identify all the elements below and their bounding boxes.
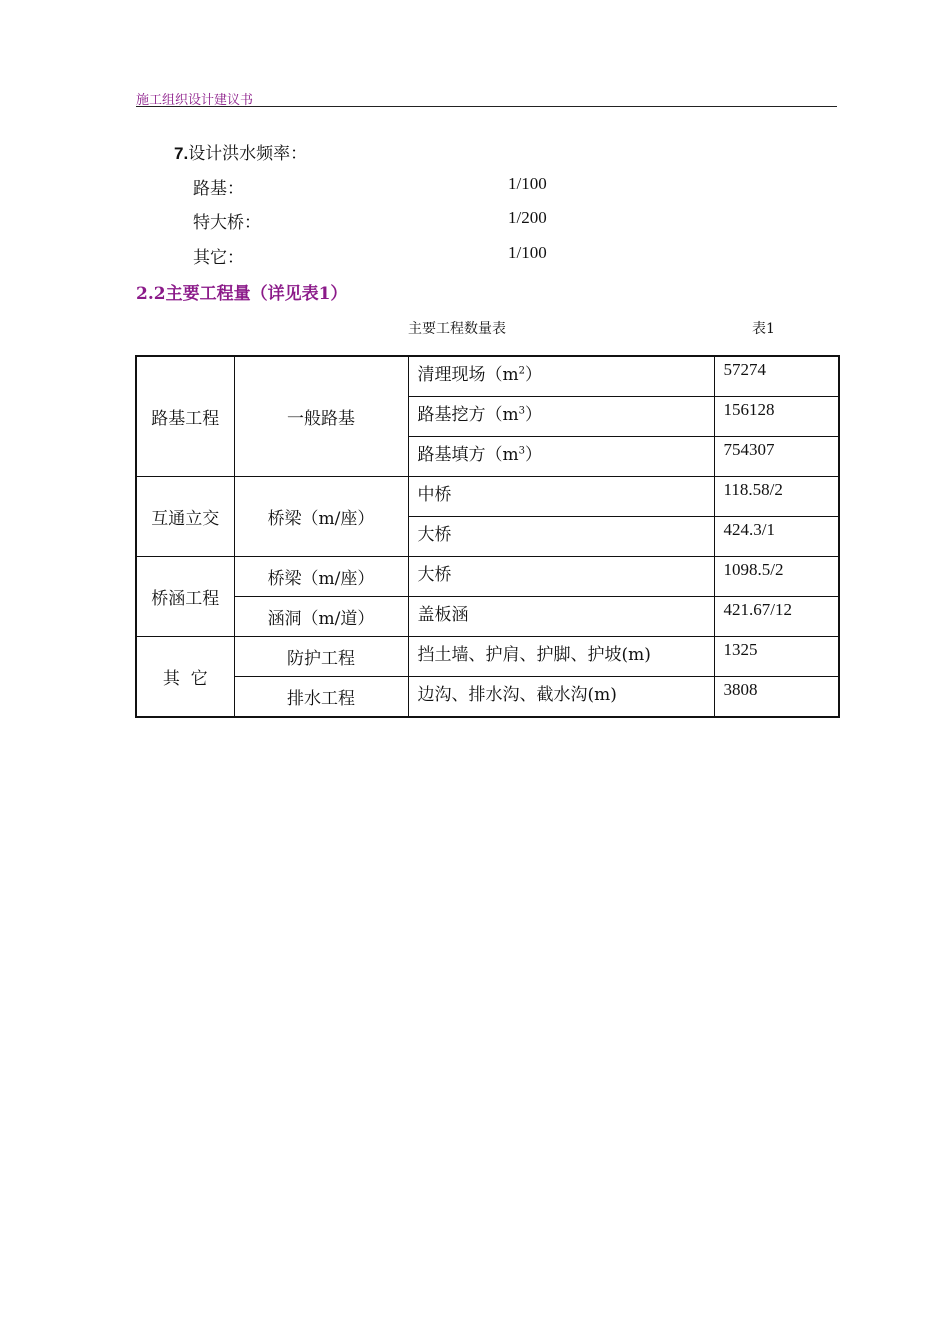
table-row xyxy=(136,677,839,718)
group-bridge-culvert: 桥涵工程 xyxy=(136,557,234,637)
subgroup-bridge: 桥梁（m/座） xyxy=(234,557,408,597)
item-unit-superscript: 3 xyxy=(518,445,525,457)
group-roadbed: 路基工程 xyxy=(136,356,234,477)
item-text-end: ） xyxy=(525,445,542,465)
value-cell: 1325 xyxy=(714,637,839,677)
flood-label-super-bridge: 特大桥： xyxy=(193,213,261,233)
item-text-end: ） xyxy=(525,365,542,385)
table-row xyxy=(136,356,839,397)
flood-label-roadbed: 路基： xyxy=(193,179,244,199)
value-cell: 156128 xyxy=(714,397,839,437)
flood-frequency-title xyxy=(174,139,307,164)
table-label: 表1 xyxy=(752,321,775,337)
table-row xyxy=(136,597,839,637)
table-caption: 主要工程数量表 xyxy=(408,321,506,337)
item-cell: 盖板涵 xyxy=(408,597,714,637)
group-other: 其 它 xyxy=(136,637,234,718)
group-interchange: 互通立交 xyxy=(136,477,234,557)
table-row xyxy=(136,477,839,517)
item-cell: 挡土墙、护肩、护脚、护坡(m) xyxy=(408,637,714,677)
flood-value-roadbed: 1/100 xyxy=(508,174,547,193)
subgroup-protection: 防护工程 xyxy=(234,637,408,677)
item-text-end: ） xyxy=(525,405,542,425)
item-text: 路基填方（m xyxy=(417,445,519,465)
subgroup-bridge-interchange: 桥梁（m/座） xyxy=(234,477,408,557)
value-cell: 754307 xyxy=(714,437,839,477)
item-cell xyxy=(408,356,714,397)
value-cell: 421.67/12 xyxy=(714,597,839,637)
subgroup-general-roadbed: 一般路基 xyxy=(234,356,408,477)
item-text: 清理现场（m xyxy=(417,365,519,385)
value-cell: 3808 xyxy=(714,677,839,718)
item-unit-superscript: 2 xyxy=(518,365,525,377)
value-cell: 1098.5/2 xyxy=(714,557,839,597)
item-cell: 边沟、排水沟、截水沟(m) xyxy=(408,677,714,718)
subgroup-culvert: 涵洞（m/道） xyxy=(234,597,408,637)
flood-value-other: 1/100 xyxy=(508,243,547,262)
page-header xyxy=(136,88,837,107)
item-text: 路基挖方（m xyxy=(417,405,519,425)
value-cell: 57274 xyxy=(714,356,839,397)
subgroup-drainage: 排水工程 xyxy=(234,677,408,718)
table-row xyxy=(136,637,839,677)
table-row xyxy=(136,557,839,597)
header-title: 施工组织设计建议书 xyxy=(136,93,254,108)
item-unit-superscript: 3 xyxy=(518,405,525,417)
flood-frequency-heading: 设计洪水频率： xyxy=(188,144,308,164)
value-cell: 424.3/1 xyxy=(714,517,839,557)
value-cell: 118.58/2 xyxy=(714,477,839,517)
flood-frequency-number: 7. xyxy=(174,144,189,163)
item-cell: 大桥 xyxy=(408,517,714,557)
quantity-table xyxy=(135,355,840,718)
item-cell: 中桥 xyxy=(408,477,714,517)
flood-value-super-bridge: 1/200 xyxy=(508,208,547,227)
section-title: 2.2主要工程量（详见表1） xyxy=(136,284,348,304)
flood-label-other: 其它： xyxy=(193,248,244,268)
item-cell xyxy=(408,437,714,477)
item-cell: 大桥 xyxy=(408,557,714,597)
item-cell xyxy=(408,397,714,437)
